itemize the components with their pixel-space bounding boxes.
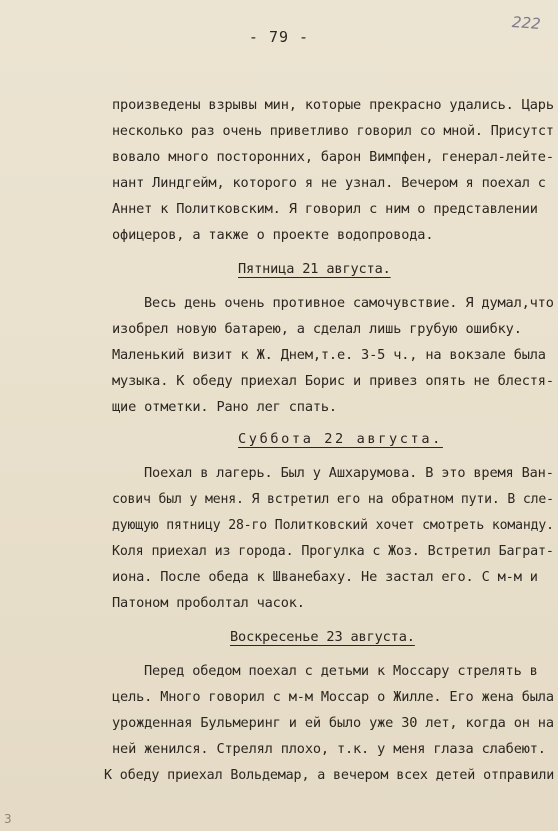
text-line: К обеду приехал Вольдемар, а вечером всех детей отправили xyxy=(104,767,555,783)
text-line: вовало много посторонних, барон Вимпфен, генерал-лейте- xyxy=(112,149,554,165)
text-line: сович был у меня. Я встретил его на обратном пути. В сле- xyxy=(112,491,554,507)
text-line: Поехал в лагерь. Был у Ашхарумова. В это время Ван- xyxy=(144,465,554,481)
text-line: изобрел новую батарею, а сделал лишь грубую ошибку. xyxy=(112,321,522,337)
margin-mark: 3 xyxy=(4,812,12,826)
text-line: Маленький визит к Ж. Днем,т.е. 3-5 ч., на вокзале была xyxy=(112,347,546,363)
date-heading: Суббота 22 августа. xyxy=(238,431,443,447)
text-line: музыка. К обеду приехал Борис и привез опять не блестя- xyxy=(112,373,554,389)
text-line: произведены взрывы мин, которые прекрасно удались. Царь xyxy=(112,97,554,113)
text-line: Аннет к Политковским. Я говорил с ним о представлении xyxy=(112,201,538,217)
text-line: Патоном проболтал часок. xyxy=(112,595,305,611)
text-line: ней женился. Стрелял плохо, т.к. у меня глаза слабеют. xyxy=(112,741,546,757)
text-line: иона. После обеда к Шванебаху. Не застал его. С м-м и xyxy=(112,569,538,585)
text-line: дующую пятницу 28-го Политковский хочет смотреть команду. xyxy=(112,517,554,533)
date-heading: Воскресенье 23 августа. xyxy=(230,629,415,645)
archive-number: 222 xyxy=(511,13,542,33)
text-line: Коля приехал из города. Прогулка с Жоз. Встретил Баграт- xyxy=(112,543,554,559)
text-line: Весь день очень противное самочувствие. Я думал,что xyxy=(144,295,554,311)
text-line: Перед обедом поехал с детьми к Моссару стрелять в xyxy=(144,663,538,679)
date-heading: Пятница 21 августа. xyxy=(238,261,391,277)
page-number: - 79 - xyxy=(248,28,310,46)
text-line: урожденная Бульмеринг и ей было уже 30 лет, когда он на xyxy=(112,715,554,731)
text-line: щие отметки. Рано лег спать. xyxy=(112,399,337,415)
text-line: офицеров, а также о проекте водопровода. xyxy=(112,227,434,243)
text-line: цель. Много говорил с м-м Моссар о Жилле. Его жена была xyxy=(112,689,554,705)
text-line: нант Линдгейм, которого я не узнал. Вечером я поехал с xyxy=(112,175,546,191)
text-line: несколько раз очень приветливо говорил со мной. Присутст xyxy=(112,123,554,139)
